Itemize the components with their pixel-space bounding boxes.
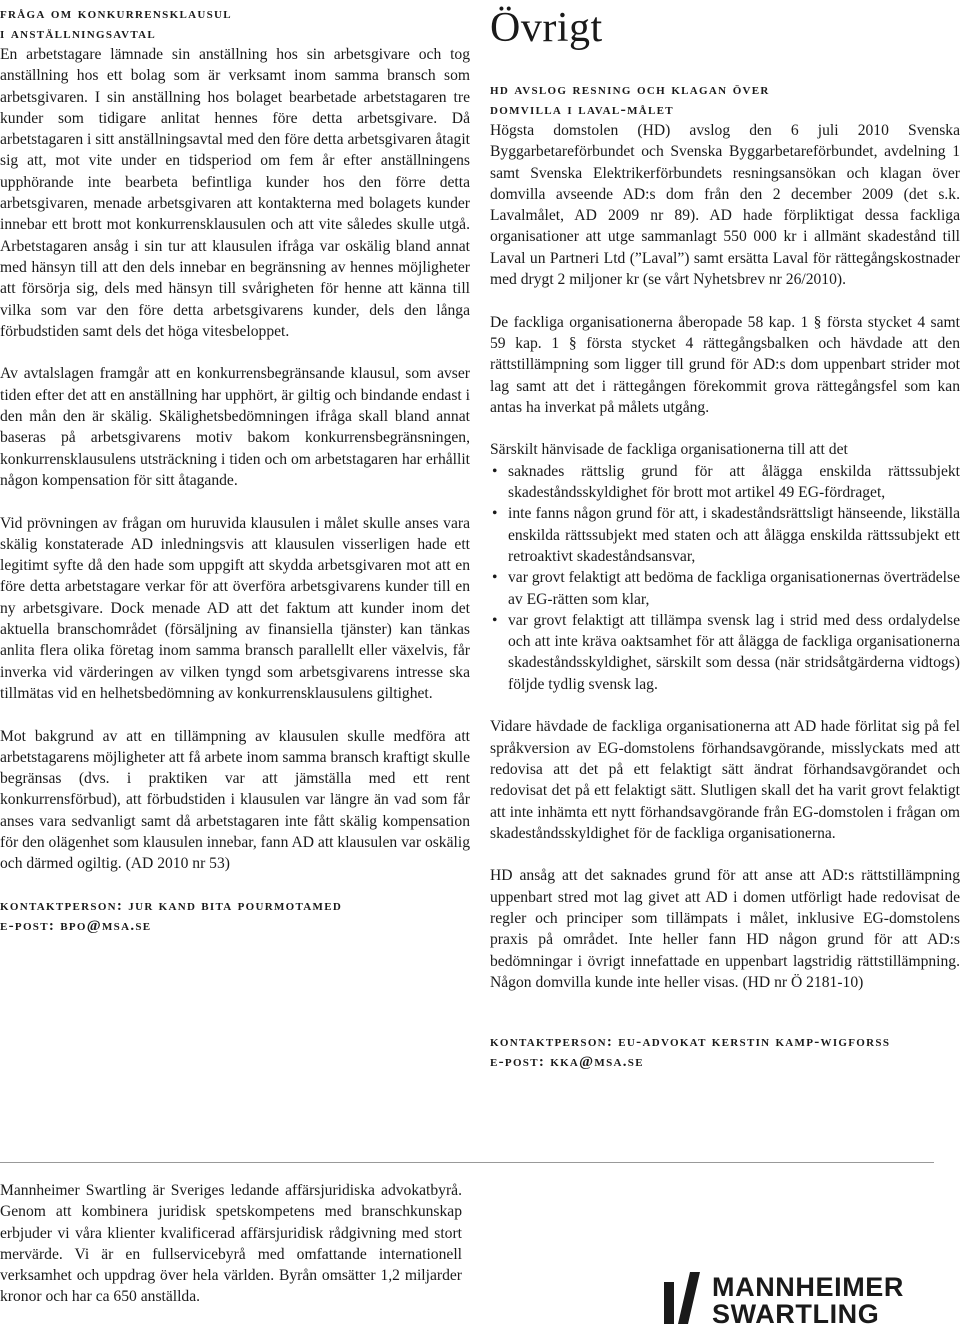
logo-slant-icon xyxy=(678,1272,700,1324)
right-column xyxy=(490,0,960,1072)
list-item-text: var grovt felaktigt att tillämpa svensk lag i strid med dess ordalydelse och att inte kräva oaktsamhet för att ålägga de fackliga organisationerna skadeståndsskyldighet, särskilt som dessa (när stridsåtgärderna vidtogs) följde tydlig svensk lag. xyxy=(508,611,960,693)
list-item xyxy=(490,610,960,695)
list-item-text: saknades rättslig grund för att ålägga enskilda rättssubjekt skadeståndsskyldighet för brott mot artikel 49 EG-fördraget, xyxy=(508,462,960,502)
article-paragraph: Högsta domstolen (HD) avslog den 6 juli 2010 Svenska Byggarbetareförbundet och Svenska Byggarbetareförbundet, avdelning 1 samt Svenska Elektrikerförbundets resningsansökan och klagan över domvilla avseende AD:s dom från den 2 december 2009 (det s.k. Lavalmålet, AD 2009 nr 89). AD hade förpliktigat dessa fackliga organisationer att utge sammanlagt 550 000 kr i allmänt skadestånd till Laval un Partneri Ltd (”Laval”) samt ersätta Laval för rättegångskostnader med drygt 2 miljoner kr (se vårt Nyhetsbrev nr 26/2010). xyxy=(490,122,960,289)
list-item xyxy=(490,461,960,504)
article-paragraph: Vid prövningen av frågan om huruvida klausulen i målet skulle anses vara skälig konstaterade AD inledningsvis att klausulen visserligen hade ett legitimt syfte då den hade som uppgift att skydda arbetsgivaren mot att en före detta arbetstagare verkar för att överföra arbetsgivarens kunder till en ny arbetsgivare. Dock menade AD att det faktum att kunder inom det aktuella branschområdet (försäljning av finansiella tjänster) kan tänkas anlita flera olika företag inom samma bransch parallellt eller växelvis, får inverka vid värderingen av vilken tyngd som arbetsgivarens intresse ska tillmätas vid en helhetsbedömning av konkurrensklausulens giltighet. xyxy=(0,514,470,702)
left-column xyxy=(0,0,470,936)
list-item-text: var grovt felaktigt att bedöma de fackliga organisationernas överträdelse av EG-rätten som klar, xyxy=(508,569,960,608)
list-item-text: inte fanns någon grund för att, i skadeståndsrättsligt hänseende, likställa enskilda rättssubjekt med staten och att ålägga enskilda rättssubjekt ett retroaktivt skadeståndsansvar, xyxy=(508,505,960,565)
article-heading-line2: domvilla i laval-målet xyxy=(490,101,674,118)
contact-email[interactable]: e-post: bpo@msa.se xyxy=(0,917,152,934)
contact-person: kontaktperson: jur kand bita pourmotamed xyxy=(0,897,343,914)
bullet-icon: • xyxy=(492,505,498,523)
section-title: Övrigt xyxy=(490,5,603,51)
article-paragraph: HD ansåg att det saknades grund för att anse att AD:s rättstillämpning uppenbart stred mot lag givet att AD i domen utförligt hade redovisat de regler och principer som tillämpats i målet, inklusive EG-domstolens praxis på området. Inte heller fann HD någon grund för att AD:s bedömningar i övrigt innefattade en uppenbart lagstridig rättstillämpning. Någon domvilla kunde inte heller visas. (HD nr Ö 2181-10) xyxy=(490,867,960,991)
footer-text: Mannheimer Swartling är Sveriges ledande affärsjuridiska advokatbyrå. Genom att kombinera juridisk spetskompetens med branschkunskap erbjuder vi våra klienter kvalificerad affärsjuridisk rådgivning med stort mervärde. Vi är en fullservicebyrå med omfattande internationell verksamhet och uppdrag över hela världen. Byrån omsätter 1,2 miljarder kronor och har ca 650 anställda. xyxy=(0,1182,462,1306)
article-paragraph: De fackliga organisationerna åberopade 58 kap. 1 § första stycket 4 samt 59 kap. 1 § första stycket 4 rättegångsbalken och hävdade att den rättstillämpning som ligger till grund för AD:s dom uppenbart strider mot lag samt att det i rättegången förekommit grova rättegångsfel som kan antas ha inverkat på målets utgång. xyxy=(490,313,960,416)
article-heading-line1: hd avslog resning och klagan över xyxy=(490,81,770,98)
bullet-icon: • xyxy=(492,569,498,587)
contact-email[interactable]: e-post: kka@msa.se xyxy=(490,1054,644,1071)
logo-text-line2: SWARTLING xyxy=(712,1299,880,1329)
list-item xyxy=(490,503,960,567)
article-paragraph: Mot bakgrund av att en tillämpning av klausulen skulle medföra att arbetstagarens möjligheter att få arbete inom samma bransch kraftigt skulle begränsas (dvs. i praktiken var att jämställa med ett rent konkurrensförbud), att förbudstiden i klausulen var längre än vad som får anses vara sedvanligt samt då arbetstagaren inte fått skälig kompensation för den olägenhet som klausulen innebar, fann AD att klausulen var oskälig och därmed ogiltig. (AD 2010 nr 53) xyxy=(0,727,470,873)
list-item xyxy=(490,567,960,610)
article-heading-line2: i anställningsavtal xyxy=(0,25,157,42)
bullet-list xyxy=(490,461,960,695)
article-paragraph: Av avtalslagen framgår att en konkurrensbegränsande klausul, som avser tiden efter det att en anställning har upphört, är giltig och bindande endast i den mån den är skälig. Skälighetsbedömningen ifråga skall bland annat baseras på arbetsgivarens motiv bakom konkurrensbegränsningen, konkurrensklausulens utsträckning i tiden och om arbetstagaren har erhållit någon kompensation för sitt åtagande. xyxy=(0,365,470,489)
bullet-icon: • xyxy=(492,611,498,629)
article-heading-line1: fråga om konkurrensklausul xyxy=(0,5,232,22)
footer-divider xyxy=(0,1162,934,1163)
bullet-intro: Särskilt hänvisade de fackliga organisationerna till att det xyxy=(490,441,848,459)
contact-person: kontaktperson: eu-advokat kerstin kamp-wigforss xyxy=(490,1034,891,1051)
article-paragraph: Vidare hävdade de fackliga organisationerna att AD hade förlitat sig på fel språkversion av EG-domstolens förhandsavgörande, misslyckats med att redovisa att det på ett felaktigt sätt ändrat förhandsavgörandet och redovisat det på ett felaktigt sätt. Slutligen skall det ha varit grovt felaktigt att inte inhämta ett nytt förhandsavgörande från EG-domstolen i frågan om skadeståndsskyldighet för de fackliga organisationerna. xyxy=(490,718,960,842)
article-paragraph: En arbetstagare lämnade sin anställning hos sin arbetsgivare och tog anställning hos ett bolag som är verksamt inom samma bransch som arbetsgivaren. I sin anställning hos bolaget bearbetade arbetstagaren tre kunder som tidigare anlitat hennes före detta arbetsgivare. Då arbetstagaren i sitt anställningsavtal med den före detta arbetsgivaren åtagit sig att, mot vite under en tidsperiod om fem år efter anställningens upphörande inte bearbeta befintliga kunder hos den förre detta arbetsgivaren, menade arbetsgivaren att kontakterna med bolagets kunder innebar ett brott mot konkurrensklausulen och att vite således skulle utgå. Arbetstagaren ansåg i sin tur att klausulen ifråga var oskälig bland annat med hänsyn till att den dels innebar en begränsning av hennes möjligheter att försörja sig, dels med hänsyn till svårigheten för henne att känna till vilka som var den före detta arbetsgivarens kunder, dels den långa förbudstiden samt dels det höga vitesbeloppet. xyxy=(0,46,470,340)
company-logo xyxy=(664,1264,944,1329)
logo-text-line1: MANNHEIMER xyxy=(712,1272,904,1302)
bullet-icon: • xyxy=(492,462,498,480)
logo-bar-icon xyxy=(664,1282,674,1324)
logo-mark-icon xyxy=(664,1272,700,1324)
